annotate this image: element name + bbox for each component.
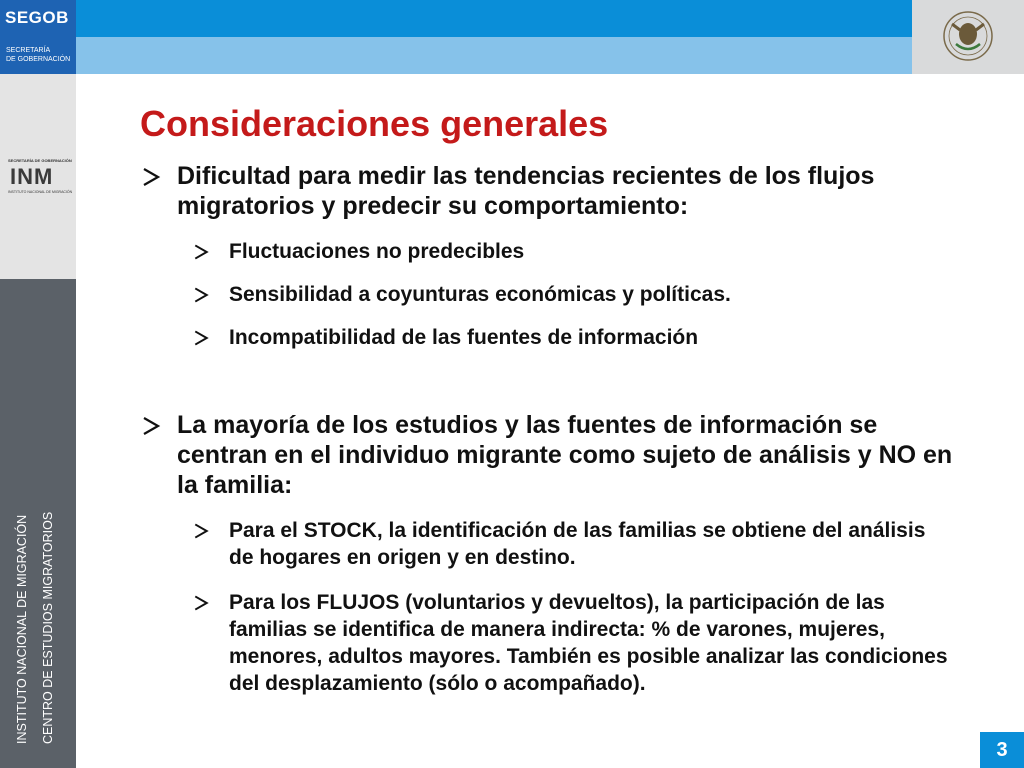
sidebar-vertical-text-1: INSTITUTO NACIONAL DE MIGRACIÓN — [15, 514, 29, 744]
arrow-bullet-icon — [192, 594, 210, 612]
arrow-bullet-icon — [192, 522, 210, 540]
sub-bullet-1-1 — [192, 238, 952, 265]
sub-bullet-2-2 — [192, 589, 952, 697]
arrow-bullet-icon — [192, 329, 210, 347]
sub-bullet-2-2-text: Para los FLUJOS (voluntarios y devueltos), la participación de las familias se identifica de manera indirecta: % de varones, mujeres, menores, adultos mayores. También es posible analizar las condiciones del desplazamiento (sólo o acompañado). — [229, 591, 948, 695]
sub-bullet-1-2-text: Sensibilidad a coyunturas económicas y políticas. — [229, 283, 731, 306]
segob-logo-box — [0, 0, 76, 74]
sidebar-bottom — [0, 279, 76, 768]
sub-bullet-2-1-text: Para el STOCK, la identificación de las familias se obtiene del análisis de hogares en origen y en destino. — [229, 519, 926, 569]
slide-title: Consideraciones generales — [140, 103, 609, 144]
seal-box — [912, 0, 1024, 74]
arrow-bullet-icon — [140, 415, 162, 437]
sub-bullet-2-1 — [192, 517, 952, 571]
mexican-seal-icon — [912, 0, 1024, 74]
inm-logo — [8, 158, 72, 198]
segob-subtitle — [6, 46, 70, 64]
sub-bullet-1-1-text: Fluctuaciones no predecibles — [229, 240, 525, 263]
header-bar — [0, 0, 912, 37]
bullet-1-text: Dificultad para medir las tendencias recientes de los flujos migratorios y predecir su comportamiento: — [177, 162, 875, 220]
page-number: 3 — [980, 732, 1024, 768]
sub-bullet-1-2 — [192, 281, 952, 308]
arrow-bullet-icon — [192, 286, 210, 304]
sidebar-vertical-text-2: CENTRO DE ESTUDIOS MIGRATORIOS — [41, 511, 55, 744]
sub-bullet-1-3 — [192, 324, 952, 351]
inm-logo-top-text: SECRETARÍA DE GOBERNACIÓN — [8, 158, 72, 163]
bullet-2 — [140, 410, 960, 500]
segob-sub-line1: SECRETARÍA — [6, 47, 51, 54]
bullet-1 — [140, 161, 960, 221]
segob-sub-line2: DE GOBERNACIÓN — [6, 56, 71, 63]
arrow-bullet-icon — [192, 243, 210, 261]
sub-bullet-1-3-text: Incompatibilidad de las fuentes de información — [229, 326, 699, 349]
arrow-bullet-icon — [140, 166, 162, 188]
header-subbar — [0, 37, 912, 74]
bullet-2-text: La mayoría de los estudios y las fuentes de información se centran en el individuo migrante como sujeto de análisis y NO en la familia: — [177, 411, 953, 499]
inm-logo-mark: INM — [10, 164, 54, 189]
segob-logo: SEGOB — [5, 8, 69, 27]
inm-logo-bottom-text: INSTITUTO NACIONAL DE MIGRACIÓN — [8, 190, 73, 194]
